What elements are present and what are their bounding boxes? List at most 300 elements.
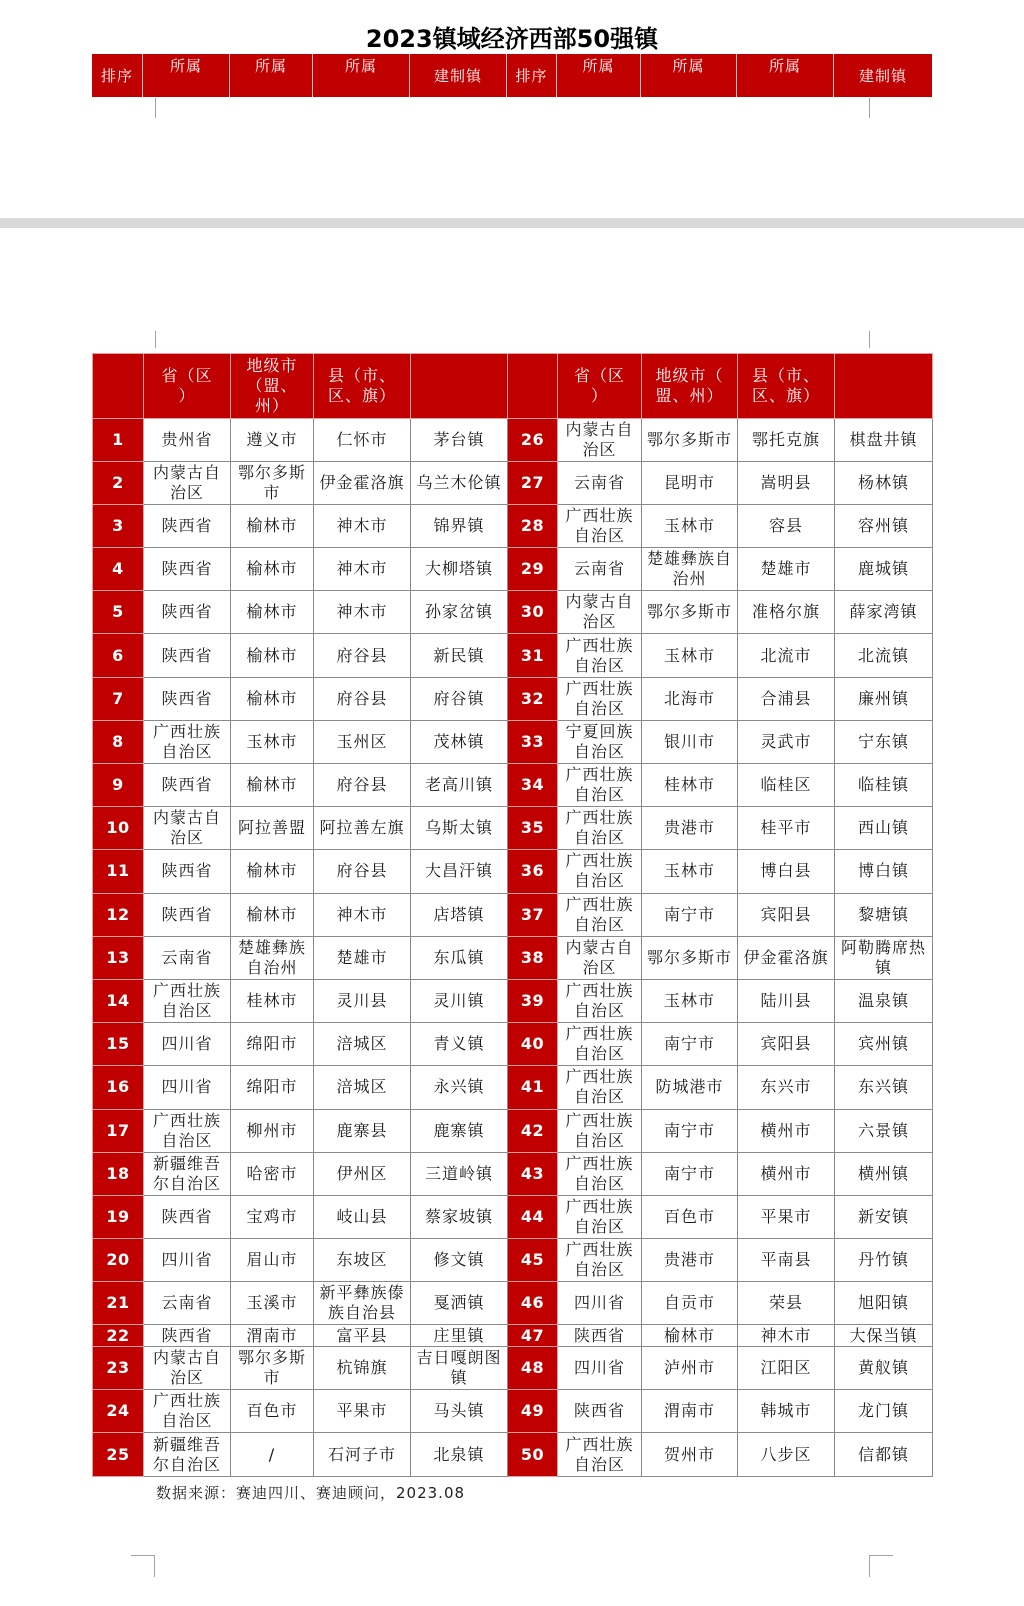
town-header-cell — [411, 354, 508, 419]
province-cell: 广西壮族自治区 — [558, 1023, 642, 1066]
city-header-cell — [642, 354, 738, 419]
rank-cell: 5 — [93, 591, 144, 634]
town-cell: 老高川镇 — [411, 764, 508, 807]
province-cell: 广西壮族自治区 — [144, 979, 231, 1022]
county-cell: 北流市 — [738, 634, 835, 677]
city-cell: 泸州市 — [642, 1347, 738, 1390]
county-cell: 容县 — [738, 504, 835, 547]
table-row — [93, 936, 933, 979]
city-cell: 鄂尔多斯市 — [642, 591, 738, 634]
county-cell: 鄂托克旗 — [738, 418, 835, 461]
rank-cell: 3 — [93, 504, 144, 547]
table-row — [93, 1282, 933, 1325]
province-cell: 广西壮族自治区 — [558, 1239, 642, 1282]
crop-mark — [869, 1555, 893, 1556]
province-cell: 新疆维吾尔自治区 — [144, 1433, 231, 1476]
city-cell: 贺州市 — [642, 1433, 738, 1476]
city-cell: 眉山市 — [231, 1239, 314, 1282]
rank-cell: 49 — [508, 1390, 558, 1433]
rank-cell: 36 — [508, 850, 558, 893]
city-cell: 榆林市 — [231, 893, 314, 936]
province-cell: 陕西省 — [144, 677, 231, 720]
province-cell: 四川省 — [558, 1347, 642, 1390]
rank-cell: 6 — [93, 634, 144, 677]
province-cell: 广西壮族自治区 — [144, 1390, 231, 1433]
rank-cell: 40 — [508, 1023, 558, 1066]
top-header-strip — [92, 54, 932, 97]
county-cell: 府谷县 — [314, 677, 411, 720]
province-cell: 内蒙古自治区 — [144, 807, 231, 850]
city-cell: 银川市 — [642, 720, 738, 763]
county-cell: 临桂区 — [738, 764, 835, 807]
county-cell: 伊州区 — [314, 1152, 411, 1195]
table-row — [93, 807, 933, 850]
county-cell: 玉州区 — [314, 720, 411, 763]
town-cell: 西山镇 — [835, 807, 933, 850]
rank-cell: 50 — [508, 1433, 558, 1476]
county-cell: 陆川县 — [738, 979, 835, 1022]
province-cell: 云南省 — [144, 1282, 231, 1325]
town-cell: 新安镇 — [835, 1195, 933, 1238]
city-cell: 贵港市 — [642, 1239, 738, 1282]
town-cell: 戛洒镇 — [411, 1282, 508, 1325]
rank-cell: 27 — [508, 461, 558, 504]
city-cell: 贵港市 — [642, 807, 738, 850]
province-cell: 陕西省 — [144, 850, 231, 893]
city-cell: 渭南市 — [642, 1390, 738, 1433]
city-cell: 榆林市 — [231, 548, 314, 591]
city-cell: 鄂尔多斯市 — [642, 936, 738, 979]
rank-cell: 25 — [93, 1433, 144, 1476]
city-cell: 遵义市 — [231, 418, 314, 461]
province-cell: 广西壮族自治区 — [558, 634, 642, 677]
county-cell: 楚雄市 — [738, 548, 835, 591]
rank-cell: 44 — [508, 1195, 558, 1238]
town-cell: 旭阳镇 — [835, 1282, 933, 1325]
province-cell: 广西壮族自治区 — [558, 1109, 642, 1152]
county-cell: 府谷县 — [314, 850, 411, 893]
city-cell: 防城港市 — [642, 1066, 738, 1109]
province-cell: 四川省 — [144, 1023, 231, 1066]
county-cell: 伊金霍洛旗 — [314, 461, 411, 504]
rank-cell: 13 — [93, 936, 144, 979]
rank-cell: 18 — [93, 1152, 144, 1195]
table-row — [93, 1152, 933, 1195]
data-source-note: 数据来源：赛迪四川、赛迪顾问，2023.08 — [156, 1484, 466, 1502]
province-cell: 陕西省 — [144, 504, 231, 547]
province-cell: 内蒙古自治区 — [558, 418, 642, 461]
rank-cell: 15 — [93, 1023, 144, 1066]
county-cell: 神木市 — [314, 504, 411, 547]
city-cell: 楚雄彝族自治州 — [231, 936, 314, 979]
rank-cell: 26 — [508, 418, 558, 461]
county-cell: 横州市 — [738, 1109, 835, 1152]
province-cell: 四川省 — [144, 1239, 231, 1282]
town-cell: 龙门镇 — [835, 1390, 933, 1433]
town-cell: 东兴镇 — [835, 1066, 933, 1109]
town-cell: 三道岭镇 — [411, 1152, 508, 1195]
city-cell: 南宁市 — [642, 1023, 738, 1066]
rank-cell: 45 — [508, 1239, 558, 1282]
town-cell: 宾州镇 — [835, 1023, 933, 1066]
county-header-cell — [314, 354, 411, 419]
crop-mark — [869, 1555, 870, 1577]
county-cell: 准格尔旗 — [738, 591, 835, 634]
town-cell: 吉日嘎朗图镇 — [411, 1347, 508, 1390]
rank-cell: 46 — [508, 1282, 558, 1325]
province-cell: 云南省 — [558, 461, 642, 504]
province-cell: 四川省 — [558, 1282, 642, 1325]
town-cell: 六景镇 — [835, 1109, 933, 1152]
rank-cell: 7 — [93, 677, 144, 720]
rank-cell: 32 — [508, 677, 558, 720]
table-row — [93, 1347, 933, 1390]
town-cell: 乌斯太镇 — [411, 807, 508, 850]
rank-cell: 8 — [93, 720, 144, 763]
province-cell: 广西壮族自治区 — [558, 1066, 642, 1109]
town-cell: 大柳塔镇 — [411, 548, 508, 591]
rank-cell: 20 — [93, 1239, 144, 1282]
county-header-cell — [738, 354, 835, 419]
strip-town-label: 建制镇 — [858, 67, 907, 85]
town-cell: 容州镇 — [835, 504, 933, 547]
province-cell: 陕西省 — [144, 764, 231, 807]
town-cell: 府谷镇 — [411, 677, 508, 720]
page-separator — [0, 218, 1024, 228]
province-cell: 陕西省 — [144, 1325, 231, 1347]
county-cell: 韩城市 — [738, 1390, 835, 1433]
crop-mark — [869, 98, 870, 118]
city-cell: 榆林市 — [231, 677, 314, 720]
rank-cell: 9 — [93, 764, 144, 807]
province-cell: 陕西省 — [144, 548, 231, 591]
province-cell: 广西壮族自治区 — [558, 1433, 642, 1476]
rank-cell: 11 — [93, 850, 144, 893]
county-cell: 平果市 — [314, 1390, 411, 1433]
city-cell: 昆明市 — [642, 461, 738, 504]
strip-city-label: 所属 — [641, 54, 737, 97]
town-cell: 店塔镇 — [411, 893, 508, 936]
strip-rank-label: 排序 — [507, 54, 557, 97]
county-cell: 伊金霍洛旗 — [738, 936, 835, 979]
province-cell: 广西壮族自治区 — [558, 1152, 642, 1195]
province-cell: 陕西省 — [558, 1325, 642, 1347]
county-cell: 江阳区 — [738, 1347, 835, 1390]
town-cell: 茂林镇 — [411, 720, 508, 763]
town-cell: 黎塘镇 — [835, 893, 933, 936]
province-cell: 广西壮族自治区 — [558, 504, 642, 547]
city-cell: 百色市 — [642, 1195, 738, 1238]
strip-province-label: 所属 — [143, 54, 230, 97]
town-cell: 大保当镇 — [835, 1325, 933, 1347]
province-cell: 贵州省 — [144, 418, 231, 461]
town-cell: 杨林镇 — [835, 461, 933, 504]
town-cell: 马头镇 — [411, 1390, 508, 1433]
crop-mark — [869, 331, 870, 348]
city-cell: 榆林市 — [231, 764, 314, 807]
city-cell: 阿拉善盟 — [231, 807, 314, 850]
town-cell: 廉州镇 — [835, 677, 933, 720]
town-cell: 茅台镇 — [411, 418, 508, 461]
ranking-table — [92, 353, 933, 1477]
town-cell: 横州镇 — [835, 1152, 933, 1195]
city-cell: 楚雄彝族自治州 — [642, 548, 738, 591]
province-header-label: 省（区） — [161, 365, 213, 405]
province-cell: 广西壮族自治区 — [558, 677, 642, 720]
strip-county-label: 所属 — [313, 54, 410, 97]
province-cell: 新疆维吾尔自治区 — [144, 1152, 231, 1195]
city-cell: 玉林市 — [231, 720, 314, 763]
town-cell: 乌兰木伦镇 — [411, 461, 508, 504]
county-cell: 灵武市 — [738, 720, 835, 763]
rank-cell: 35 — [508, 807, 558, 850]
county-cell: 神木市 — [738, 1325, 835, 1347]
province-cell: 陕西省 — [144, 893, 231, 936]
strip-city-label: 所属 — [230, 54, 313, 97]
rank-cell: 4 — [93, 548, 144, 591]
province-header-label: 省（区） — [573, 365, 625, 405]
town-cell: 锦界镇 — [411, 504, 508, 547]
county-cell: 涪城区 — [314, 1066, 411, 1109]
city-cell: 桂林市 — [642, 764, 738, 807]
county-cell: 荣县 — [738, 1282, 835, 1325]
county-cell: 新平彝族傣族自治县 — [314, 1282, 411, 1325]
county-cell: 宾阳县 — [738, 893, 835, 936]
city-cell: 榆林市 — [231, 634, 314, 677]
county-cell: 桂平市 — [738, 807, 835, 850]
rank-cell: 28 — [508, 504, 558, 547]
town-cell: 庄里镇 — [411, 1325, 508, 1347]
city-cell: 鄂尔多斯市 — [642, 418, 738, 461]
town-cell: 临桂镇 — [835, 764, 933, 807]
rank-cell: 12 — [93, 893, 144, 936]
strip-county-label: 所属 — [737, 54, 834, 97]
table-row — [93, 1433, 933, 1476]
county-cell: 神木市 — [314, 893, 411, 936]
city-cell: 鄂尔多斯市 — [231, 461, 314, 504]
province-cell: 陕西省 — [144, 634, 231, 677]
province-cell: 广西壮族自治区 — [558, 807, 642, 850]
rank-cell: 14 — [93, 979, 144, 1022]
table-row — [93, 504, 933, 547]
province-cell: 陕西省 — [558, 1390, 642, 1433]
city-cell: 柳州市 — [231, 1109, 314, 1152]
document-title: 2023镇域经济西部50强镇 — [365, 25, 659, 53]
town-cell: 北泉镇 — [411, 1433, 508, 1476]
city-cell: 绵阳市 — [231, 1066, 314, 1109]
city-cell: 自贡市 — [642, 1282, 738, 1325]
table-row — [93, 850, 933, 893]
province-cell: 广西壮族自治区 — [558, 893, 642, 936]
table-row — [93, 1023, 933, 1066]
strip-province-label: 所属 — [557, 54, 641, 97]
table-row — [93, 548, 933, 591]
town-cell: 大昌汗镇 — [411, 850, 508, 893]
table-row — [93, 1109, 933, 1152]
town-cell: 阿勒腾席热镇 — [835, 936, 933, 979]
county-cell: 楚雄市 — [314, 936, 411, 979]
province-cell: 广西壮族自治区 — [558, 764, 642, 807]
county-cell: 阿拉善左旗 — [314, 807, 411, 850]
province-cell: 内蒙古自治区 — [558, 936, 642, 979]
table-row — [93, 1325, 933, 1347]
county-cell: 富平县 — [314, 1325, 411, 1347]
town-cell: 灵川镇 — [411, 979, 508, 1022]
province-cell: 宁夏回族自治区 — [558, 720, 642, 763]
table-row — [93, 591, 933, 634]
rank-header-cell — [508, 354, 558, 419]
city-cell: 南宁市 — [642, 1152, 738, 1195]
rank-cell: 1 — [93, 418, 144, 461]
rank-cell: 34 — [508, 764, 558, 807]
city-cell: 玉林市 — [642, 634, 738, 677]
strip-town-label: 建制镇 — [410, 54, 507, 97]
rank-cell: 39 — [508, 979, 558, 1022]
town-header-cell — [835, 354, 933, 419]
city-cell: 玉林市 — [642, 979, 738, 1022]
rank-cell: 47 — [508, 1325, 558, 1347]
town-cell: 棋盘井镇 — [835, 418, 933, 461]
rank-cell: 37 — [508, 893, 558, 936]
county-cell: 平果市 — [738, 1195, 835, 1238]
county-cell: 灵川县 — [314, 979, 411, 1022]
rank-cell: 19 — [93, 1195, 144, 1238]
table-row — [93, 1239, 933, 1282]
table-row — [93, 677, 933, 720]
rank-cell: 42 — [508, 1109, 558, 1152]
table-row — [93, 1195, 933, 1238]
rank-cell: 30 — [508, 591, 558, 634]
city-cell: 南宁市 — [642, 893, 738, 936]
rank-cell: 29 — [508, 548, 558, 591]
city-header-cell — [231, 354, 314, 419]
province-cell: 广西壮族自治区 — [558, 850, 642, 893]
town-cell: 博白镇 — [835, 850, 933, 893]
city-cell: 榆林市 — [642, 1325, 738, 1347]
city-header-label: 地级市（盟、州） — [655, 365, 724, 405]
table-row — [93, 418, 933, 461]
rank-cell: 38 — [508, 936, 558, 979]
city-cell: 渭南市 — [231, 1325, 314, 1347]
city-cell: 鄂尔多斯市 — [231, 1347, 314, 1390]
city-cell: 桂林市 — [231, 979, 314, 1022]
province-cell: 内蒙古自治区 — [558, 591, 642, 634]
city-cell: 北海市 — [642, 677, 738, 720]
crop-mark — [155, 331, 156, 348]
town-cell: 东瓜镇 — [411, 936, 508, 979]
table-row — [93, 764, 933, 807]
county-cell: 岐山县 — [314, 1195, 411, 1238]
table-row — [93, 634, 933, 677]
rank-cell: 31 — [508, 634, 558, 677]
town-cell: 鹿寨镇 — [411, 1109, 508, 1152]
town-cell: 温泉镇 — [835, 979, 933, 1022]
town-cell: 薛家湾镇 — [835, 591, 933, 634]
province-header-cell — [144, 354, 231, 419]
county-cell: 仁怀市 — [314, 418, 411, 461]
county-cell: 杭锦旗 — [314, 1347, 411, 1390]
county-cell: 平南县 — [738, 1239, 835, 1282]
rank-header-cell — [93, 354, 144, 419]
table-row — [93, 893, 933, 936]
town-cell: 宁东镇 — [835, 720, 933, 763]
province-cell: 广西壮族自治区 — [144, 1109, 231, 1152]
province-cell: 广西壮族自治区 — [558, 979, 642, 1022]
city-cell: 百色市 — [231, 1390, 314, 1433]
city-cell: 玉溪市 — [231, 1282, 314, 1325]
rank-cell: 22 — [93, 1325, 144, 1347]
town-cell: 蔡家坡镇 — [411, 1195, 508, 1238]
province-cell: 内蒙古自治区 — [144, 1347, 231, 1390]
province-cell: 四川省 — [144, 1066, 231, 1109]
county-cell: 涪城区 — [314, 1023, 411, 1066]
city-cell: 榆林市 — [231, 850, 314, 893]
rank-cell: 10 — [93, 807, 144, 850]
strip-rank-label: 排序 — [92, 54, 143, 97]
town-cell: 永兴镇 — [411, 1066, 508, 1109]
county-cell: 府谷县 — [314, 634, 411, 677]
city-cell: 宝鸡市 — [231, 1195, 314, 1238]
town-cell: 鹿城镇 — [835, 548, 933, 591]
province-cell: 陕西省 — [144, 591, 231, 634]
province-cell: 广西壮族自治区 — [558, 1195, 642, 1238]
rank-cell: 33 — [508, 720, 558, 763]
rank-cell: 16 — [93, 1066, 144, 1109]
rank-cell: 17 — [93, 1109, 144, 1152]
town-cell: 北流镇 — [835, 634, 933, 677]
town-cell: 丹竹镇 — [835, 1239, 933, 1282]
town-cell: 新民镇 — [411, 634, 508, 677]
province-cell: 广西壮族自治区 — [144, 720, 231, 763]
province-cell: 云南省 — [144, 936, 231, 979]
town-cell: 青义镇 — [411, 1023, 508, 1066]
province-cell: 内蒙古自治区 — [144, 461, 231, 504]
rank-cell: 23 — [93, 1347, 144, 1390]
county-cell: 八步区 — [738, 1433, 835, 1476]
county-cell: 合浦县 — [738, 677, 835, 720]
county-cell: 博白县 — [738, 850, 835, 893]
city-cell: 南宁市 — [642, 1109, 738, 1152]
city-header-label: 地级市（盟、州） — [246, 355, 298, 415]
county-cell: 东兴市 — [738, 1066, 835, 1109]
rank-cell: 24 — [93, 1390, 144, 1433]
table-row — [93, 461, 933, 504]
rank-cell: 43 — [508, 1152, 558, 1195]
province-cell: 云南省 — [558, 548, 642, 591]
city-cell: 玉林市 — [642, 504, 738, 547]
city-cell: / — [231, 1433, 314, 1476]
city-cell: 绵阳市 — [231, 1023, 314, 1066]
table-header-row — [93, 354, 933, 419]
city-cell: 玉林市 — [642, 850, 738, 893]
crop-mark — [131, 1555, 155, 1556]
table-row — [93, 1066, 933, 1109]
town-cell: 黄舣镇 — [835, 1347, 933, 1390]
county-cell: 宾阳县 — [738, 1023, 835, 1066]
rank-cell: 21 — [93, 1282, 144, 1325]
county-cell: 横州市 — [738, 1152, 835, 1195]
crop-mark — [155, 98, 156, 118]
province-header-cell — [558, 354, 642, 419]
city-cell: 榆林市 — [231, 504, 314, 547]
town-cell: 孙家岔镇 — [411, 591, 508, 634]
city-cell: 哈密市 — [231, 1152, 314, 1195]
crop-mark — [154, 1555, 155, 1577]
city-cell: 榆林市 — [231, 591, 314, 634]
county-cell: 嵩明县 — [738, 461, 835, 504]
county-cell: 神木市 — [314, 591, 411, 634]
table-row — [93, 720, 933, 763]
